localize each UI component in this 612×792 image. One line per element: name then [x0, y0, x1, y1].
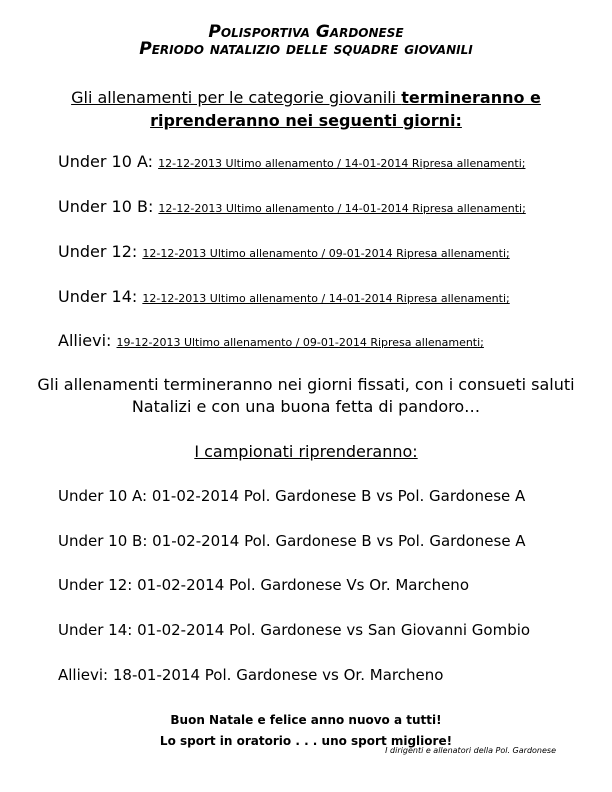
intro-line-2: riprenderanno nei seguenti giorni:	[150, 111, 462, 130]
sport-motto: Lo sport in oratorio . . . uno sport migliore!	[159, 734, 453, 748]
training-category: Allievi:	[58, 331, 112, 350]
match-row: Under 10 B: 01-02-2014 Pol. Gardonese B vs Pol. Gardonese A	[58, 532, 526, 550]
training-detail: 12-12-2013 Ultimo allenamento / 14-01-2014 Ripresa allenamenti;	[158, 202, 526, 215]
closing-line-2: Natalizi e con una buona fetta di pandoro…	[131, 397, 481, 416]
signature: I dirigenti e allenatori della Pol. Gardonese	[385, 746, 556, 755]
intro-bold-1: termineranno e	[401, 88, 541, 107]
document-header	[0, 24, 612, 58]
training-category: Under 10 A:	[58, 152, 154, 171]
training-detail: 12-12-2013 Ultimo allenamento / 14-01-2014 Ripresa allenamenti;	[158, 157, 526, 170]
training-category: Under 12:	[58, 242, 138, 261]
document-subtitle: Periodo natalizio delle squadre giovanili	[139, 39, 473, 59]
training-detail: 19-12-2013 Ultimo allenamento / 09-01-2014 Ripresa allenamenti;	[116, 336, 484, 349]
training-row	[58, 197, 526, 216]
training-row	[58, 331, 484, 350]
training-detail: 12-12-2013 Ultimo allenamento / 09-01-2014 Ripresa allenamenti;	[142, 247, 510, 260]
intro-text: Gli allenamenti per le categorie giovanili	[71, 88, 402, 107]
training-detail: 12-12-2013 Ultimo allenamento / 14-01-2014 Ripresa allenamenti;	[142, 292, 510, 305]
document-title: Polisportiva Gardonese	[208, 22, 404, 42]
training-row	[58, 242, 510, 261]
intro-line-1	[0, 86, 612, 109]
match-row: Allievi: 18-01-2014 Pol. Gardonese vs Or. Marcheno	[58, 666, 444, 684]
training-category: Under 14:	[58, 287, 138, 306]
training-row	[58, 287, 510, 306]
match-row: Under 10 A: 01-02-2014 Pol. Gardonese B vs Pol. Gardonese A	[58, 487, 526, 505]
christmas-greeting: Buon Natale e felice anno nuovo a tutti!	[170, 713, 442, 727]
match-row: Under 14: 01-02-2014 Pol. Gardonese vs San Giovanni Gombio	[58, 621, 531, 639]
training-category: Under 10 B:	[58, 197, 154, 216]
intro-paragraph	[0, 86, 612, 132]
closing-line-1: Gli allenamenti termineranno nei giorni fissati, con i consueti saluti	[37, 375, 575, 394]
training-row	[58, 152, 525, 171]
match-row: Under 12: 01-02-2014 Pol. Gardonese Vs Or. Marcheno	[58, 576, 469, 594]
championships-heading: I campionati riprenderanno:	[194, 442, 418, 461]
closing-paragraph	[0, 374, 612, 418]
